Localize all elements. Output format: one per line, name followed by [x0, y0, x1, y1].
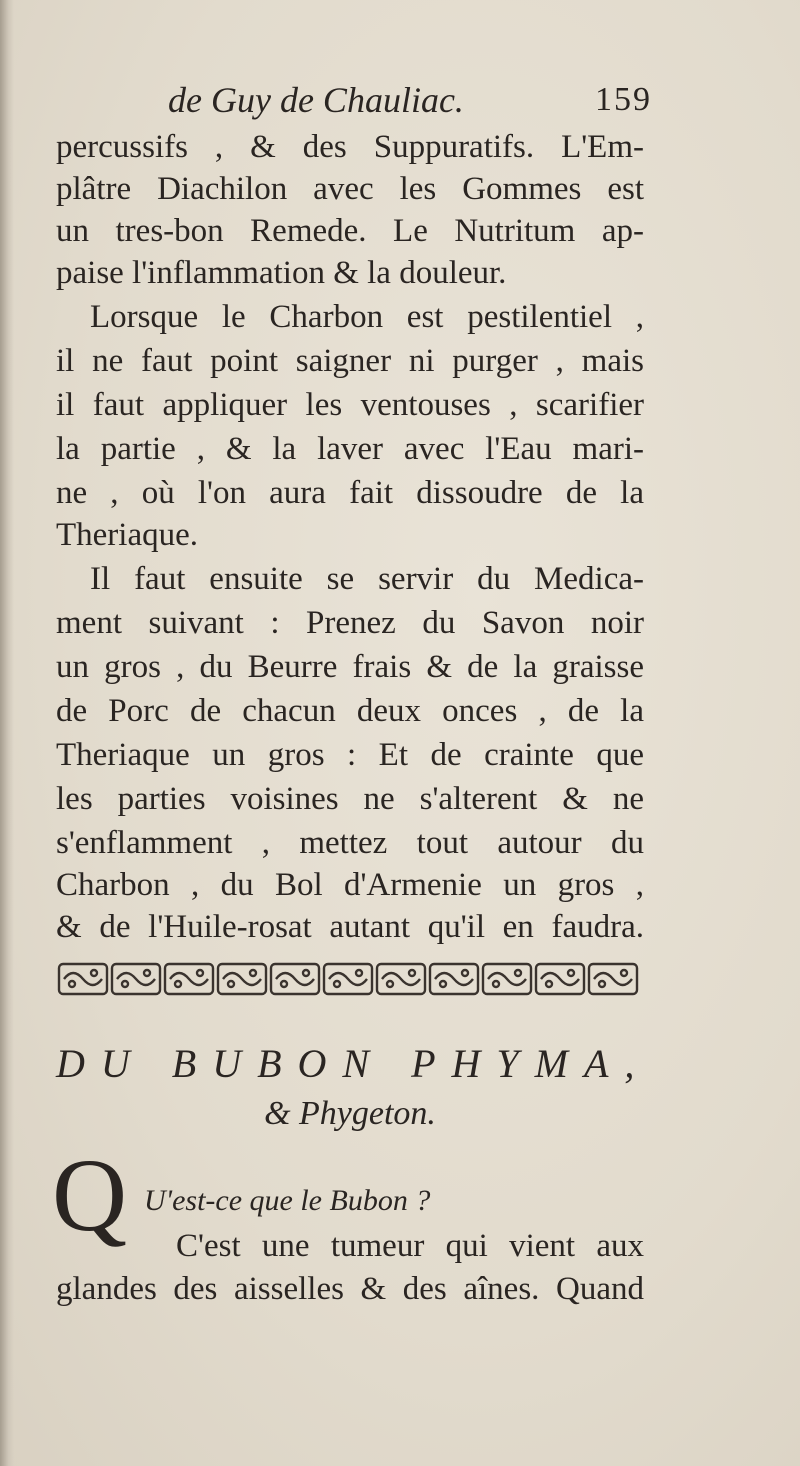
text-line: les parties voisines ne s'alterent & ne: [56, 781, 644, 817]
running-head: de Guy de Chauliac.: [168, 80, 464, 120]
text-line: Lorsque le Charbon est pestilentiel ,: [90, 299, 644, 335]
ornament-fleuron: [536, 964, 584, 994]
question-text: U'est-ce que le Bubon ?: [144, 1184, 431, 1217]
text-line: il faut appliquer les ventouses , scarifier: [56, 387, 644, 423]
section-subtitle: & Phygeton.: [264, 1095, 436, 1132]
ornament-fleuron: [112, 964, 160, 994]
text-line: ne , où l'on aura fait dissoudre de la: [56, 475, 644, 511]
page-number: 159: [595, 81, 652, 118]
ornament-fleuron: [430, 964, 478, 994]
ornament-fleuron: [218, 964, 266, 994]
text-line: Theriaque.: [56, 517, 199, 553]
text-line: Charbon , du Bol d'Armenie un gros ,: [56, 867, 644, 903]
printers-ornament-band: [56, 958, 644, 1000]
ornament-fleuron: [589, 964, 637, 994]
text-line: percussifs , & des Suppuratifs. L'Em-: [56, 129, 644, 165]
text-line: Il faut ensuite se servir du Medica-: [90, 561, 644, 597]
ornament-fleuron: [59, 964, 107, 994]
text-line: un tres-bon Remede. Le Nutritum ap-: [56, 213, 644, 249]
answer-line: glandes des aisselles & des aînes. Quand: [56, 1271, 644, 1307]
text-line: paise l'inflammation & la douleur.: [56, 255, 507, 291]
ornament-fleuron: [377, 964, 425, 994]
section-title: DU BUBON PHYMA,: [56, 1041, 651, 1086]
page-header: [56, 78, 652, 122]
text-line: s'enflamment , mettez tout autour du: [56, 825, 644, 861]
text-line: ment suivant : Prenez du Savon noir: [56, 605, 644, 641]
ornament-fleuron: [165, 964, 213, 994]
text-line: plâtre Diachilon avec les Gommes est: [56, 171, 644, 207]
ornament-fleuron: [483, 964, 531, 994]
ornament-fleuron: [271, 964, 319, 994]
text-line: un gros , du Beurre frais & de la graisse: [56, 649, 644, 685]
ornament-fleuron: [324, 964, 372, 994]
drop-cap: Q: [52, 1138, 128, 1253]
text-line: Theriaque un gros : Et de crainte que: [56, 737, 644, 773]
text-line: de Porc de chacun deux onces , de la: [56, 693, 644, 729]
text-line: & de l'Huile-rosat autant qu'il en faudra.: [56, 909, 644, 945]
page-gutter-shadow: [0, 0, 14, 1466]
text-line: la partie , & la laver avec l'Eau mari-: [56, 431, 644, 467]
text-line: il ne faut point saigner ni purger , mais: [56, 343, 644, 379]
answer-line: C'est une tumeur qui vient aux: [176, 1228, 644, 1264]
